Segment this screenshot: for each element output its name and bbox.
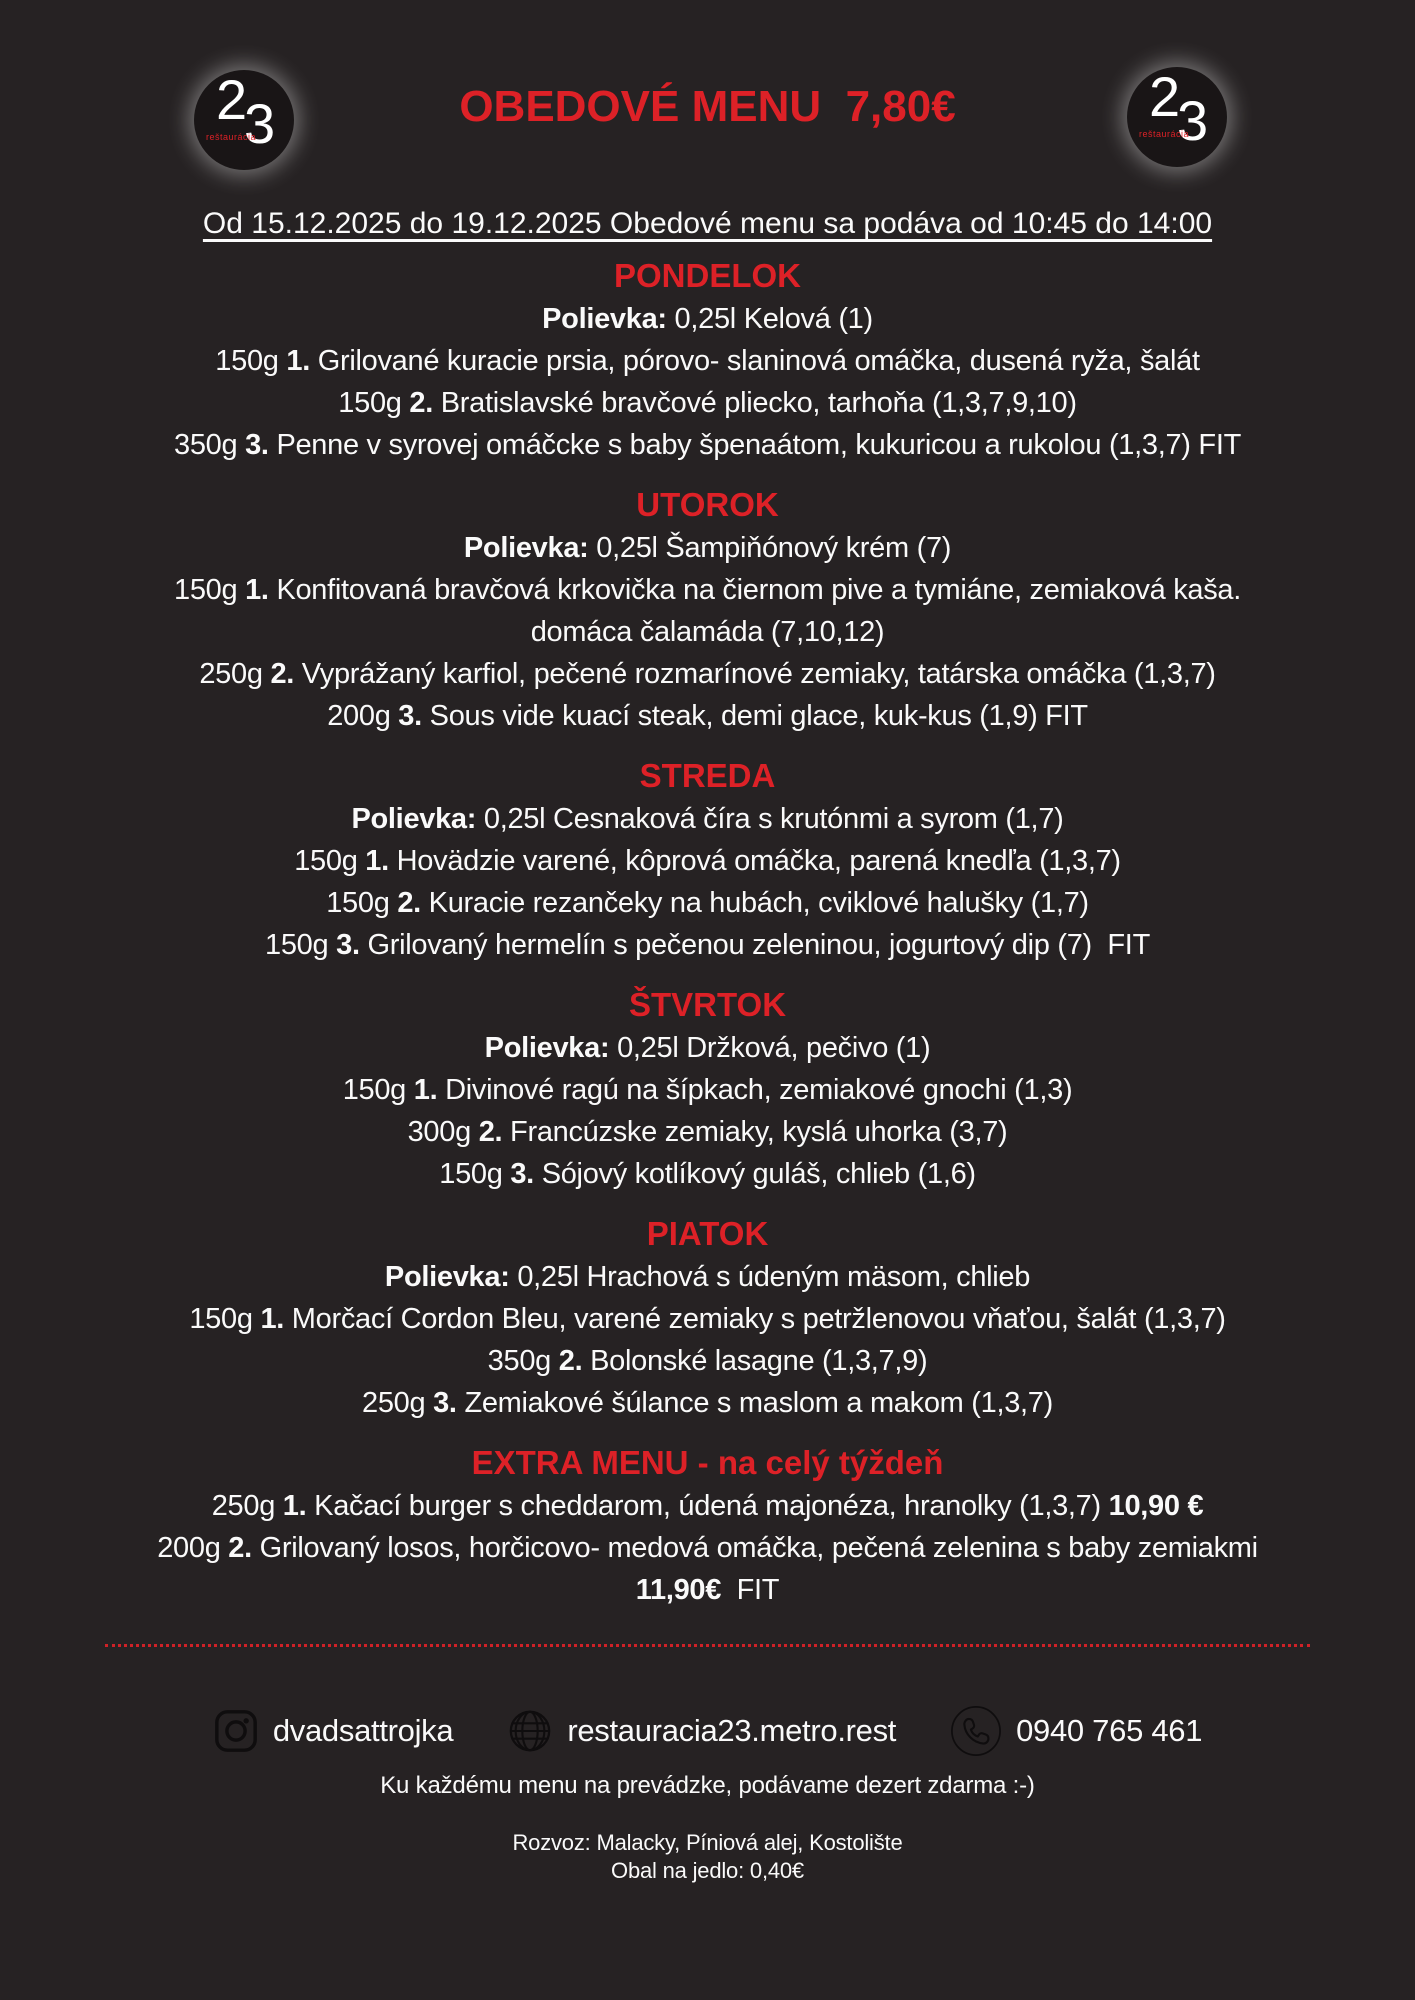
item-qty: 150g bbox=[338, 387, 402, 419]
item-qty: 150g bbox=[265, 929, 329, 961]
item-text: Kačací burger s cheddarom, údená majonéza, hranolky (1,3,7) bbox=[314, 1490, 1101, 1522]
item-text: Hovädzie varené, kôprová omáčka, parená knedľa (1,3,7) bbox=[396, 845, 1121, 877]
item-number: 1. bbox=[245, 574, 269, 606]
phone-icon bbox=[950, 1705, 1002, 1757]
menu-item-line bbox=[0, 1382, 1415, 1424]
extra-menu-heading: EXTRA MENU - na celý týždeň bbox=[471, 1444, 944, 1481]
soup-text: 0,25l Kelová (1) bbox=[674, 303, 873, 335]
item-qty: 250g bbox=[199, 658, 263, 690]
footer-note-dessert: Ku každému menu na prevádzke, podávame dezert zdarma :-) bbox=[380, 1772, 1035, 1799]
item-text: Grilovaný losos, horčicovo- medová omáčka, pečená zelenina s baby zemiakmi bbox=[259, 1532, 1258, 1564]
item-qty: 250g bbox=[361, 1387, 426, 1419]
item-number: 1. bbox=[365, 845, 389, 877]
soup-line bbox=[0, 527, 1415, 569]
item-price-line bbox=[0, 1569, 1415, 1611]
item-text: Bratislavské bravčové pliecko, tarhoňa (1,3,7,9,10) bbox=[440, 387, 1077, 419]
item-qty: 150g bbox=[173, 574, 238, 606]
instagram-icon bbox=[213, 1708, 259, 1754]
item-price: 11,90€ bbox=[635, 1574, 722, 1606]
day-heading: PONDELOK bbox=[613, 257, 801, 294]
restaurant-logo-right bbox=[1127, 67, 1227, 167]
item-text: Vyprážaný karfiol, pečené rozmarínové zemiaky, tatárska omáčka (1,3,7) bbox=[301, 658, 1216, 690]
item-text: Penne v syrovej omáčcke s baby špenaátom, kukuricou a rukolou (1,3,7) FIT bbox=[276, 429, 1242, 461]
soup-line bbox=[0, 1256, 1415, 1298]
soup-text: 0,25l Držková, pečivo (1) bbox=[617, 1032, 931, 1064]
page-title: OBEDOVÉ MENU 7,80€ bbox=[459, 82, 956, 131]
item-price: 10,90 € bbox=[1108, 1490, 1204, 1522]
item-fit-label: FIT bbox=[736, 1574, 780, 1606]
phone-number: 0940 765 461 bbox=[1016, 1713, 1203, 1748]
item-qty: 300g bbox=[407, 1116, 471, 1148]
menu-item-line bbox=[0, 382, 1415, 424]
logo-subtitle: reštaurácia bbox=[206, 132, 257, 142]
contact-row bbox=[0, 1703, 1415, 1759]
day-heading: UTOROK bbox=[636, 486, 779, 523]
weekly-menu bbox=[0, 254, 1415, 1424]
item-qty: 150g bbox=[189, 1303, 253, 1335]
item-text: Sous vide kuací steak, demi glace, kuk-kus (1,9) FIT bbox=[429, 700, 1088, 732]
menu-item-line bbox=[0, 424, 1415, 466]
day-heading: STREDA bbox=[639, 757, 776, 794]
menu-item-line bbox=[0, 1527, 1415, 1569]
item-number: 2. bbox=[228, 1532, 252, 1564]
menu-item-line bbox=[0, 340, 1415, 382]
item-number: 1. bbox=[413, 1074, 438, 1106]
item-number: 2. bbox=[409, 387, 433, 419]
soup-label: Polievka: bbox=[384, 1261, 510, 1293]
day-section-piatok bbox=[0, 1212, 1415, 1424]
item-text: Grilovaný hermelín s pečenou zeleninou, jogurtový dip (7) FIT bbox=[367, 929, 1150, 961]
item-qty: 350g bbox=[487, 1345, 551, 1377]
restaurant-logo-left bbox=[194, 70, 294, 170]
soup-label: Polievka: bbox=[484, 1032, 610, 1064]
footer-note-delivery: Rozvoz: Malacky, Píniová alej, Kostolište bbox=[512, 1830, 903, 1855]
item-qty: 200g bbox=[157, 1532, 221, 1564]
soup-label: Polievka: bbox=[463, 532, 589, 564]
item-number: 3. bbox=[336, 929, 360, 961]
item-text: Divinové ragú na šípkach, zemiakové gnochi (1,3) bbox=[445, 1074, 1073, 1106]
soup-line bbox=[0, 298, 1415, 340]
menu-item-line bbox=[0, 1485, 1415, 1527]
extra-menu bbox=[0, 1441, 1415, 1611]
item-text: Francúzske zemiaky, kyslá uhorka (3,7) bbox=[510, 1116, 1008, 1148]
item-text: Grilované kuracie prsia, pórovo- slaninová omáčka, dusená ryža, šalát bbox=[317, 345, 1200, 377]
item-text: Morčací Cordon Bleu, varené zemiaky s petržlenovou vňaťou, šalát (1,3,7) bbox=[291, 1303, 1226, 1335]
menu-item-continuation: domáca čalamáda (7,10,12) bbox=[530, 616, 885, 648]
dotted-divider bbox=[105, 1644, 1310, 1647]
phone-contact bbox=[950, 1705, 1202, 1757]
menu-item-line bbox=[0, 840, 1415, 882]
item-number: 1. bbox=[260, 1303, 285, 1335]
menu-item-line bbox=[0, 1340, 1415, 1382]
day-section-utorok bbox=[0, 483, 1415, 737]
logo-subtitle: reštaurácia bbox=[1139, 129, 1190, 139]
soup-line bbox=[0, 1027, 1415, 1069]
item-qty: 150g bbox=[326, 887, 390, 919]
soup-label: Polievka: bbox=[542, 303, 667, 335]
menu-item-line bbox=[0, 924, 1415, 966]
item-number: 2. bbox=[270, 658, 295, 690]
soup-label: Polievka: bbox=[351, 803, 477, 835]
menu-item-line bbox=[0, 695, 1415, 737]
item-text: Bolonské lasagne (1,3,7,9) bbox=[590, 1345, 928, 1377]
item-number: 1. bbox=[286, 345, 310, 377]
menu-item-line bbox=[0, 1153, 1415, 1195]
website-url: restauracia23.metro.rest bbox=[567, 1713, 897, 1748]
item-number: 2. bbox=[478, 1116, 503, 1148]
website-contact bbox=[507, 1708, 896, 1754]
day-heading: PIATOK bbox=[646, 1215, 769, 1252]
item-number: 3. bbox=[433, 1387, 457, 1419]
day-section-streda bbox=[0, 754, 1415, 966]
logo-digit-2: 2 bbox=[1149, 65, 1181, 128]
item-number: 3. bbox=[245, 429, 269, 461]
day-section-štvrtok bbox=[0, 983, 1415, 1195]
item-qty: 150g bbox=[215, 345, 279, 377]
item-number: 3. bbox=[398, 700, 422, 732]
soup-line bbox=[0, 798, 1415, 840]
logo-digit-3: 3 bbox=[1177, 89, 1209, 152]
item-number: 2. bbox=[397, 887, 421, 919]
menu-item-line bbox=[0, 882, 1415, 924]
instagram-handle: dvadsattrojka bbox=[272, 1713, 454, 1748]
soup-text: 0,25l Cesnaková číra s krutónmi a syrom (1,7) bbox=[483, 803, 1064, 835]
item-number: 3. bbox=[510, 1158, 534, 1190]
item-number: 1. bbox=[282, 1490, 307, 1522]
item-text: Konfitovaná bravčová krkovička na čiernom pive a tymiáne, zemiaková kaša. bbox=[276, 574, 1242, 606]
day-section-pondelok bbox=[0, 254, 1415, 466]
soup-text: 0,25l Šampiňónový krém (7) bbox=[596, 532, 952, 564]
item-text: Kuracie rezančeky na hubách, cviklové halušky (1,7) bbox=[428, 887, 1089, 919]
soup-text: 0,25l Hrachová s údeným mäsom, chlieb bbox=[517, 1261, 1031, 1293]
menu-item-line bbox=[0, 1069, 1415, 1111]
globe-icon bbox=[507, 1708, 553, 1754]
item-qty: 150g bbox=[294, 845, 358, 877]
menu-item-line bbox=[0, 569, 1415, 611]
logo-digit-2: 2 bbox=[216, 68, 248, 131]
menu-item-line bbox=[0, 1298, 1415, 1340]
logo-digit-3: 3 bbox=[244, 92, 276, 155]
menu-item-line bbox=[0, 1111, 1415, 1153]
item-qty: 150g bbox=[439, 1158, 503, 1190]
item-qty: 150g bbox=[342, 1074, 407, 1106]
footer-note-packaging: Obal na jedlo: 0,40€ bbox=[611, 1858, 804, 1883]
item-text: Sójový kotlíkový guláš, chlieb (1,6) bbox=[541, 1158, 976, 1190]
day-heading: ŠTVRTOK bbox=[628, 986, 787, 1023]
item-qty: 200g bbox=[327, 700, 391, 732]
item-number: 2. bbox=[558, 1345, 583, 1377]
item-text: Zemiakové šúlance s maslom a makom (1,3,7) bbox=[464, 1387, 1053, 1419]
item-qty: 250g bbox=[211, 1490, 276, 1522]
menu-item-line bbox=[0, 653, 1415, 695]
item-qty: 350g bbox=[173, 429, 238, 461]
date-validity-line: Od 15.12.2025 do 19.12.2025 Obedové menu sa podáva od 10:45 do 14:00 bbox=[202, 207, 1213, 240]
instagram-contact bbox=[213, 1708, 453, 1754]
